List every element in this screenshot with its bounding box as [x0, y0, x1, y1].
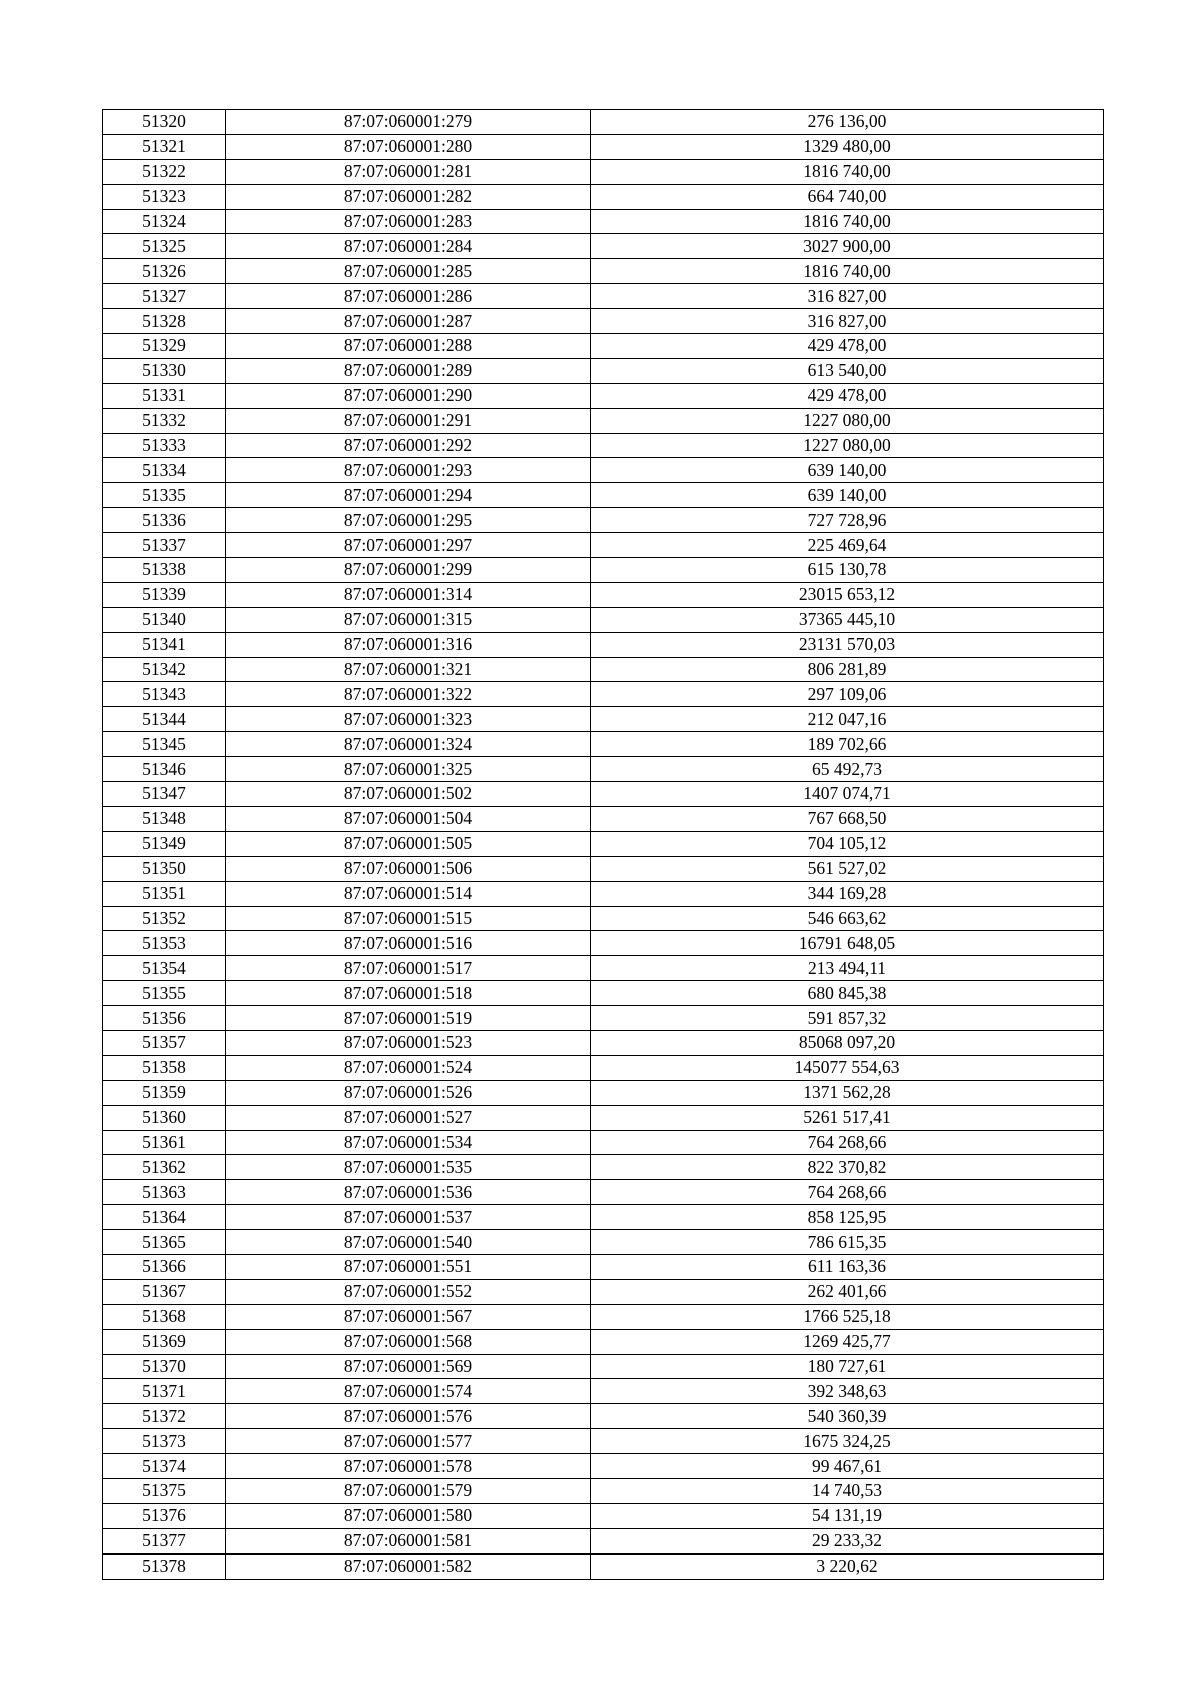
cadastral-number-cell: 87:07:060001:283: [226, 209, 591, 234]
cadastral-value-cell: 611 163,36: [591, 1254, 1104, 1279]
row-number-cell: 51323: [103, 184, 226, 209]
cadastral-number-cell: 87:07:060001:297: [226, 533, 591, 558]
row-number-cell: 51331: [103, 383, 226, 408]
table-row: [103, 1528, 1104, 1553]
cadastral-number-cell: 87:07:060001:314: [226, 582, 591, 607]
table-row: [103, 383, 1104, 408]
cadastral-value-cell: 344 169,28: [591, 881, 1104, 906]
cadastral-value-cell: 1269 425,77: [591, 1329, 1104, 1354]
cadastral-value-cell: 65 492,73: [591, 757, 1104, 782]
cadastral-number-cell: 87:07:060001:505: [226, 831, 591, 856]
table-row: [103, 1105, 1104, 1130]
table-row: [103, 309, 1104, 334]
cadastral-value-cell: 664 740,00: [591, 184, 1104, 209]
cadastral-value-cell: 1329 480,00: [591, 134, 1104, 159]
row-number-cell: 51333: [103, 433, 226, 458]
cadastral-number-cell: 87:07:060001:581: [226, 1528, 591, 1553]
cadastral-number-cell: 87:07:060001:540: [226, 1230, 591, 1255]
row-number-cell: 51350: [103, 856, 226, 881]
cadastral-number-cell: 87:07:060001:280: [226, 134, 591, 159]
cadastral-value-cell: 213 494,11: [591, 956, 1104, 981]
row-number-cell: 51363: [103, 1180, 226, 1205]
table-row: [103, 707, 1104, 732]
table-row: [103, 856, 1104, 881]
cadastral-number-cell: 87:07:060001:279: [226, 110, 591, 135]
row-number-cell: 51368: [103, 1304, 226, 1329]
cadastral-number-cell: 87:07:060001:294: [226, 483, 591, 508]
cadastral-number-cell: 87:07:060001:569: [226, 1354, 591, 1379]
table-row: [103, 1429, 1104, 1454]
table-row: [103, 1130, 1104, 1155]
cadastral-number-cell: 87:07:060001:567: [226, 1304, 591, 1329]
cadastral-number-cell: 87:07:060001:325: [226, 757, 591, 782]
table-row: [103, 1554, 1104, 1579]
cadastral-value-cell: 429 478,00: [591, 383, 1104, 408]
table-row: [103, 1454, 1104, 1479]
cadastral-number-cell: 87:07:060001:295: [226, 508, 591, 533]
table-row: [103, 259, 1104, 284]
cadastral-value-cell: 23131 570,03: [591, 632, 1104, 657]
cadastral-value-cell: 680 845,38: [591, 981, 1104, 1006]
cadastral-value-cell: 429 478,00: [591, 334, 1104, 359]
cadastral-number-cell: 87:07:060001:582: [226, 1554, 591, 1579]
cadastral-value-cell: 29 233,32: [591, 1528, 1104, 1553]
row-number-cell: 51359: [103, 1080, 226, 1105]
cadastral-number-cell: 87:07:060001:568: [226, 1329, 591, 1354]
cadastral-number-cell: 87:07:060001:517: [226, 956, 591, 981]
row-number-cell: 51321: [103, 134, 226, 159]
cadastral-value-cell: 297 109,06: [591, 682, 1104, 707]
table-row: [103, 1055, 1104, 1080]
cadastral-value-cell: 704 105,12: [591, 831, 1104, 856]
cadastral-number-cell: 87:07:060001:315: [226, 607, 591, 632]
table-body: [103, 110, 1104, 1580]
cadastral-number-cell: 87:07:060001:286: [226, 284, 591, 309]
row-number-cell: 51374: [103, 1454, 226, 1479]
row-number-cell: 51364: [103, 1205, 226, 1230]
table-row: [103, 508, 1104, 533]
table-row: [103, 607, 1104, 632]
row-number-cell: 51324: [103, 209, 226, 234]
row-number-cell: 51346: [103, 757, 226, 782]
row-number-cell: 51356: [103, 1006, 226, 1031]
table-row: [103, 1279, 1104, 1304]
table-row: [103, 483, 1104, 508]
row-number-cell: 51328: [103, 309, 226, 334]
row-number-cell: 51370: [103, 1354, 226, 1379]
cadastral-number-cell: 87:07:060001:526: [226, 1080, 591, 1105]
row-number-cell: 51338: [103, 558, 226, 583]
row-number-cell: 51340: [103, 607, 226, 632]
row-number-cell: 51366: [103, 1254, 226, 1279]
table-row: [103, 1230, 1104, 1255]
row-number-cell: 51343: [103, 682, 226, 707]
table-row: [103, 956, 1104, 981]
table-row: [103, 1404, 1104, 1429]
table-row: [103, 906, 1104, 931]
row-number-cell: 51347: [103, 782, 226, 807]
cadastral-value-cell: 615 130,78: [591, 558, 1104, 583]
cadastral-value-cell: 37365 445,10: [591, 607, 1104, 632]
row-number-cell: 51375: [103, 1478, 226, 1503]
cadastral-number-cell: 87:07:060001:284: [226, 234, 591, 259]
table-row: [103, 134, 1104, 159]
cadastral-value-cell: 822 370,82: [591, 1155, 1104, 1180]
row-number-cell: 51369: [103, 1329, 226, 1354]
row-number-cell: 51355: [103, 981, 226, 1006]
table-row: [103, 1254, 1104, 1279]
cadastral-value-cell: 806 281,89: [591, 657, 1104, 682]
cadastral-value-cell: 5261 517,41: [591, 1105, 1104, 1130]
cadastral-number-cell: 87:07:060001:576: [226, 1404, 591, 1429]
table-row: [103, 1155, 1104, 1180]
cadastral-number-cell: 87:07:060001:288: [226, 334, 591, 359]
row-number-cell: 51339: [103, 582, 226, 607]
cadastral-value-cell: 546 663,62: [591, 906, 1104, 931]
table-row: [103, 757, 1104, 782]
row-number-cell: 51349: [103, 831, 226, 856]
cadastral-number-cell: 87:07:060001:551: [226, 1254, 591, 1279]
table-row: [103, 533, 1104, 558]
cadastral-value-cell: 3027 900,00: [591, 234, 1104, 259]
row-number-cell: 51322: [103, 159, 226, 184]
cadastral-number-cell: 87:07:060001:519: [226, 1006, 591, 1031]
cadastral-number-cell: 87:07:060001:292: [226, 433, 591, 458]
cadastral-value-cell: 1227 080,00: [591, 408, 1104, 433]
cadastral-value-cell: 1675 324,25: [591, 1429, 1104, 1454]
row-number-cell: 51376: [103, 1503, 226, 1528]
table-row: [103, 1354, 1104, 1379]
cadastral-value-cell: 316 827,00: [591, 309, 1104, 334]
row-number-cell: 51353: [103, 931, 226, 956]
cadastral-number-cell: 87:07:060001:527: [226, 1105, 591, 1130]
table-row: [103, 632, 1104, 657]
cadastral-value-cell: 262 401,66: [591, 1279, 1104, 1304]
cadastral-value-cell: 23015 653,12: [591, 582, 1104, 607]
cadastral-value-cell: 540 360,39: [591, 1404, 1104, 1429]
cadastral-number-cell: 87:07:060001:502: [226, 782, 591, 807]
cadastral-number-cell: 87:07:060001:537: [226, 1205, 591, 1230]
table-row: [103, 334, 1104, 359]
row-number-cell: 51367: [103, 1279, 226, 1304]
row-number-cell: 51362: [103, 1155, 226, 1180]
cadastral-number-cell: 87:07:060001:323: [226, 707, 591, 732]
cadastral-number-cell: 87:07:060001:299: [226, 558, 591, 583]
cadastral-value-cell: 561 527,02: [591, 856, 1104, 881]
table-row: [103, 558, 1104, 583]
row-number-cell: 51360: [103, 1105, 226, 1130]
cadastral-number-cell: 87:07:060001:535: [226, 1155, 591, 1180]
cadastral-number-cell: 87:07:060001:514: [226, 881, 591, 906]
cadastral-number-cell: 87:07:060001:285: [226, 259, 591, 284]
table-row: [103, 184, 1104, 209]
row-number-cell: 51372: [103, 1404, 226, 1429]
cadastral-number-cell: 87:07:060001:524: [226, 1055, 591, 1080]
table-row: [103, 931, 1104, 956]
cadastral-number-cell: 87:07:060001:580: [226, 1503, 591, 1528]
cadastral-value-cell: 16791 648,05: [591, 931, 1104, 956]
cadastral-number-cell: 87:07:060001:293: [226, 458, 591, 483]
cadastral-value-cell: 1227 080,00: [591, 433, 1104, 458]
cadastral-number-cell: 87:07:060001:322: [226, 682, 591, 707]
cadastral-number-cell: 87:07:060001:577: [226, 1429, 591, 1454]
table-row: [103, 657, 1104, 682]
cadastral-value-cell: 180 727,61: [591, 1354, 1104, 1379]
row-number-cell: 51335: [103, 483, 226, 508]
cadastral-number-cell: 87:07:060001:289: [226, 358, 591, 383]
cadastral-value-cell: 392 348,63: [591, 1379, 1104, 1404]
table-row: [103, 1205, 1104, 1230]
cadastral-value-cell: 3 220,62: [591, 1554, 1104, 1579]
table-row: [103, 1304, 1104, 1329]
row-number-cell: 51332: [103, 408, 226, 433]
row-number-cell: 51371: [103, 1379, 226, 1404]
cadastral-value-cell: 1407 074,71: [591, 782, 1104, 807]
row-number-cell: 51354: [103, 956, 226, 981]
row-number-cell: 51326: [103, 259, 226, 284]
cadastral-number-cell: 87:07:060001:316: [226, 632, 591, 657]
row-number-cell: 51348: [103, 806, 226, 831]
table-row: [103, 831, 1104, 856]
row-number-cell: 51342: [103, 657, 226, 682]
table-row: [103, 209, 1104, 234]
cadastral-number-cell: 87:07:060001:515: [226, 906, 591, 931]
cadastral-number-cell: 87:07:060001:291: [226, 408, 591, 433]
cadastral-value-cell: 316 827,00: [591, 284, 1104, 309]
table-row: [103, 1080, 1104, 1105]
cadastral-number-cell: 87:07:060001:324: [226, 732, 591, 757]
row-number-cell: 51361: [103, 1130, 226, 1155]
cadastral-number-cell: 87:07:060001:536: [226, 1180, 591, 1205]
cadastral-number-cell: 87:07:060001:282: [226, 184, 591, 209]
table-row: [103, 981, 1104, 1006]
cadastral-number-cell: 87:07:060001:287: [226, 309, 591, 334]
row-number-cell: 51329: [103, 334, 226, 359]
row-number-cell: 51327: [103, 284, 226, 309]
cadastral-value-cell: 727 728,96: [591, 508, 1104, 533]
cadastral-value-cell: 145077 554,63: [591, 1055, 1104, 1080]
cadastral-value-cell: 99 467,61: [591, 1454, 1104, 1479]
table-row: [103, 159, 1104, 184]
cadastral-number-cell: 87:07:060001:574: [226, 1379, 591, 1404]
cadastral-number-cell: 87:07:060001:518: [226, 981, 591, 1006]
cadastral-number-cell: 87:07:060001:506: [226, 856, 591, 881]
table-row: [103, 582, 1104, 607]
row-number-cell: 51345: [103, 732, 226, 757]
row-number-cell: 51377: [103, 1528, 226, 1553]
table-row: [103, 458, 1104, 483]
cadastral-number-cell: 87:07:060001:552: [226, 1279, 591, 1304]
cadastral-number-cell: 87:07:060001:290: [226, 383, 591, 408]
cadastral-value-cell: 276 136,00: [591, 110, 1104, 135]
row-number-cell: 51378: [103, 1554, 226, 1579]
cadastral-value-table: [102, 109, 1104, 1580]
cadastral-number-cell: 87:07:060001:516: [226, 931, 591, 956]
row-number-cell: 51325: [103, 234, 226, 259]
table-row: [103, 284, 1104, 309]
cadastral-value-cell: 639 140,00: [591, 458, 1104, 483]
row-number-cell: 51365: [103, 1230, 226, 1255]
table-row: [103, 782, 1104, 807]
cadastral-value-cell: 189 702,66: [591, 732, 1104, 757]
row-number-cell: 51330: [103, 358, 226, 383]
table-row: [103, 358, 1104, 383]
cadastral-number-cell: 87:07:060001:281: [226, 159, 591, 184]
row-number-cell: 51373: [103, 1429, 226, 1454]
cadastral-number-cell: 87:07:060001:534: [226, 1130, 591, 1155]
cadastral-number-cell: 87:07:060001:578: [226, 1454, 591, 1479]
table-row: [103, 1478, 1104, 1503]
cadastral-value-cell: 1371 562,28: [591, 1080, 1104, 1105]
table-row: [103, 1030, 1104, 1055]
cadastral-value-cell: 212 047,16: [591, 707, 1104, 732]
row-number-cell: 51357: [103, 1030, 226, 1055]
row-number-cell: 51320: [103, 110, 226, 135]
table-row: [103, 1329, 1104, 1354]
row-number-cell: 51334: [103, 458, 226, 483]
row-number-cell: 51336: [103, 508, 226, 533]
row-number-cell: 51341: [103, 632, 226, 657]
row-number-cell: 51352: [103, 906, 226, 931]
cadastral-value-cell: 1816 740,00: [591, 209, 1104, 234]
table-row: [103, 234, 1104, 259]
table-row: [103, 433, 1104, 458]
cadastral-value-cell: 1816 740,00: [591, 259, 1104, 284]
cadastral-value-cell: 1766 525,18: [591, 1304, 1104, 1329]
cadastral-value-cell: 786 615,35: [591, 1230, 1104, 1255]
table-row: [103, 1006, 1104, 1031]
table-row: [103, 408, 1104, 433]
cadastral-value-cell: 767 668,50: [591, 806, 1104, 831]
cadastral-value-cell: 1816 740,00: [591, 159, 1104, 184]
table-row: [103, 682, 1104, 707]
row-number-cell: 51337: [103, 533, 226, 558]
row-number-cell: 51344: [103, 707, 226, 732]
cadastral-number-cell: 87:07:060001:504: [226, 806, 591, 831]
cadastral-number-cell: 87:07:060001:523: [226, 1030, 591, 1055]
table-row: [103, 1180, 1104, 1205]
cadastral-value-cell: 591 857,32: [591, 1006, 1104, 1031]
cadastral-number-cell: 87:07:060001:579: [226, 1478, 591, 1503]
cadastral-value-cell: 639 140,00: [591, 483, 1104, 508]
cadastral-value-cell: 225 469,64: [591, 533, 1104, 558]
table-row: [103, 110, 1104, 135]
cadastral-value-cell: 858 125,95: [591, 1205, 1104, 1230]
cadastral-value-cell: 764 268,66: [591, 1130, 1104, 1155]
table-row: [103, 806, 1104, 831]
cadastral-value-cell: 54 131,19: [591, 1503, 1104, 1528]
cadastral-value-cell: 764 268,66: [591, 1180, 1104, 1205]
cadastral-value-cell: 85068 097,20: [591, 1030, 1104, 1055]
table-row: [103, 1503, 1104, 1528]
cadastral-value-cell: 613 540,00: [591, 358, 1104, 383]
row-number-cell: 51351: [103, 881, 226, 906]
table-row: [103, 881, 1104, 906]
table-row: [103, 732, 1104, 757]
row-number-cell: 51358: [103, 1055, 226, 1080]
table-row: [103, 1379, 1104, 1404]
cadastral-number-cell: 87:07:060001:321: [226, 657, 591, 682]
cadastral-value-cell: 14 740,53: [591, 1478, 1104, 1503]
